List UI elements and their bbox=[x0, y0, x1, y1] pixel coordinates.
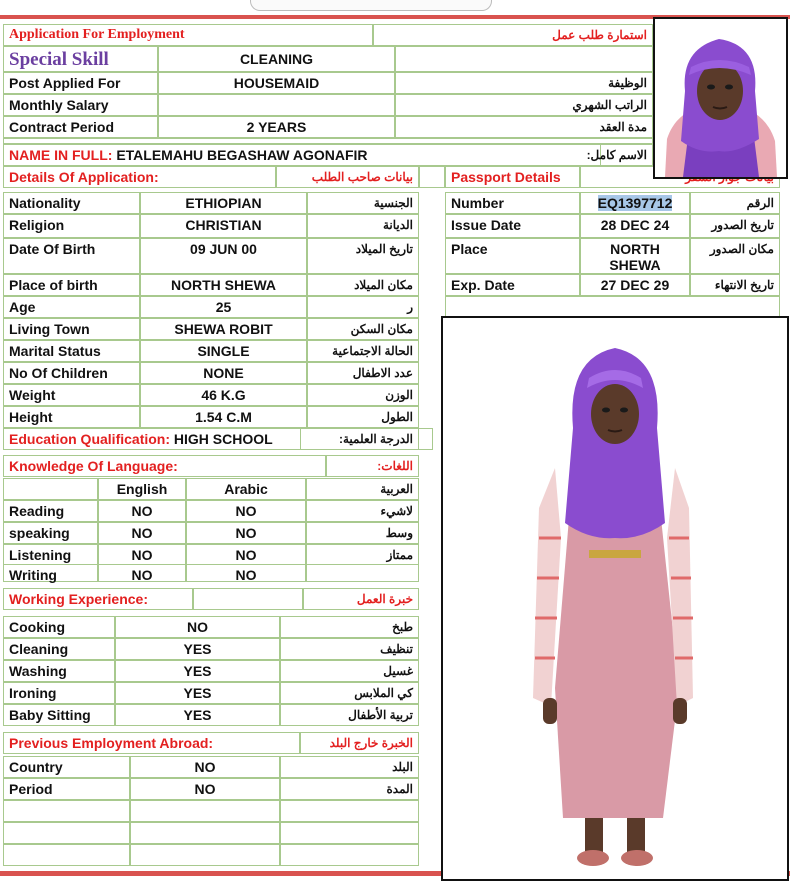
detail-label-ar: الطول bbox=[307, 406, 419, 428]
special-skill-label: Special Skill bbox=[3, 46, 158, 72]
detail-label: Place of birth bbox=[3, 274, 140, 296]
issue-place-line1: NORTH bbox=[610, 241, 660, 257]
experience-heading-gap bbox=[193, 588, 303, 610]
language-skill-ar: ممتاز bbox=[306, 544, 419, 566]
previous-label-ar: المدة bbox=[280, 778, 419, 800]
detail-value: NONE bbox=[140, 362, 307, 384]
previous-label: Country bbox=[3, 756, 130, 778]
language-skill-label: Writing bbox=[3, 564, 98, 582]
salary-ar: الراتب الشهري bbox=[395, 94, 653, 116]
issue-place-value bbox=[580, 238, 690, 274]
language-skill-label: speaking bbox=[3, 522, 98, 544]
language-col-english: English bbox=[98, 478, 186, 500]
experience-label-ar: كي الملابس bbox=[280, 682, 419, 704]
post-value: HOUSEMAID bbox=[158, 72, 395, 94]
full-body-illustration bbox=[443, 318, 787, 879]
full-name-label: NAME IN FULL: bbox=[9, 147, 113, 163]
experience-label: Ironing bbox=[3, 682, 115, 704]
language-english-level: NO bbox=[98, 500, 186, 522]
post-label: Post Applied For bbox=[3, 72, 158, 94]
language-col-ar: العربية bbox=[306, 478, 419, 500]
empty-row-1b bbox=[130, 800, 280, 822]
language-arabic-level: NO bbox=[186, 544, 306, 566]
language-heading: Knowledge Of Language: bbox=[3, 455, 326, 477]
language-arabic-level: NO bbox=[186, 564, 306, 582]
experience-heading: Working Experience: bbox=[3, 588, 193, 610]
detail-label: Nationality bbox=[3, 192, 140, 214]
issue-date-ar: تاريخ الصدور bbox=[690, 214, 780, 238]
contract-value: 2 YEARS bbox=[158, 116, 395, 138]
portrait-photo bbox=[653, 17, 788, 179]
experience-label: Cleaning bbox=[3, 638, 115, 660]
passport-number-label: Number bbox=[445, 192, 580, 214]
top-tab bbox=[250, 0, 492, 11]
language-skill-ar: لاشيء bbox=[306, 500, 419, 522]
language-english-level: NO bbox=[98, 544, 186, 566]
empty-row-2b bbox=[130, 822, 280, 844]
contract-label: Contract Period bbox=[3, 116, 158, 138]
previous-heading-ar: الخبرة خارج البلد bbox=[300, 732, 419, 754]
empty-row-1c bbox=[280, 800, 419, 822]
full-name-ar: الاسم كامل: bbox=[600, 144, 653, 166]
language-arabic-level: NO bbox=[186, 500, 306, 522]
detail-label: Marital Status bbox=[3, 340, 140, 362]
detail-label-ar: مكان السكن bbox=[307, 318, 419, 340]
empty-row-1a bbox=[3, 800, 130, 822]
language-english-level: NO bbox=[98, 522, 186, 544]
detail-value: ETHIOPIAN bbox=[140, 192, 307, 214]
post-ar: الوظيفة bbox=[395, 72, 653, 94]
experience-value: YES bbox=[115, 660, 280, 682]
full-body-photo bbox=[441, 316, 789, 881]
issue-place-ar: مكان الصدور bbox=[690, 238, 780, 274]
detail-label-ar: عدد الاطفال bbox=[307, 362, 419, 384]
previous-value: NO bbox=[130, 778, 280, 800]
education-label: Education Qualification: bbox=[9, 431, 171, 447]
empty-row-3b bbox=[130, 844, 280, 866]
issue-place-line2: SHEWA bbox=[609, 257, 661, 273]
detail-value: SHEWA ROBIT bbox=[140, 318, 307, 340]
detail-label: Date Of Birth bbox=[3, 238, 140, 274]
passport-number-ar: الرقم bbox=[690, 192, 780, 214]
detail-label-ar: الجنسية bbox=[307, 192, 419, 214]
language-skill-label: Reading bbox=[3, 500, 98, 522]
detail-label: Living Town bbox=[3, 318, 140, 340]
detail-label-ar: الديانة bbox=[307, 214, 419, 238]
issue-date-label: Issue Date bbox=[445, 214, 580, 238]
detail-label: Age bbox=[3, 296, 140, 318]
language-skill-ar bbox=[306, 564, 419, 582]
experience-label: Cooking bbox=[3, 616, 115, 638]
detail-label: Height bbox=[3, 406, 140, 428]
special-skill-value: CLEANING bbox=[158, 46, 395, 72]
detail-label: No Of Children bbox=[3, 362, 140, 384]
detail-value: SINGLE bbox=[140, 340, 307, 362]
exp-date-label: Exp. Date bbox=[445, 274, 580, 296]
empty-row-3c bbox=[280, 844, 419, 866]
detail-label-ar: مكان الميلاد bbox=[307, 274, 419, 296]
details-heading: Details Of Application: bbox=[3, 166, 276, 188]
empty-row-3a bbox=[3, 844, 130, 866]
experience-label-ar: طبخ bbox=[280, 616, 419, 638]
salary-label: Monthly Salary bbox=[3, 94, 158, 116]
detail-value: NORTH SHEWA bbox=[140, 274, 307, 296]
experience-value: YES bbox=[115, 638, 280, 660]
detail-value: CHRISTIAN bbox=[140, 214, 307, 238]
passport-number-value: EQ1397712 bbox=[597, 195, 673, 211]
salary-value bbox=[158, 94, 395, 116]
full-name-row bbox=[3, 144, 643, 166]
language-corner bbox=[3, 478, 98, 500]
previous-heading: Previous Employment Abroad: bbox=[3, 732, 300, 754]
heading-gap bbox=[419, 166, 445, 188]
detail-label-ar: ر bbox=[307, 296, 419, 318]
detail-value: 1.54 C.M bbox=[140, 406, 307, 428]
exp-date-ar: تاريخ الانتهاء bbox=[690, 274, 780, 296]
language-english-level: NO bbox=[98, 564, 186, 582]
education-ar: الدرجة العلمية: bbox=[300, 428, 419, 450]
form-title-en: Application For Employment bbox=[3, 24, 373, 46]
detail-value: 09 JUN 00 bbox=[140, 238, 307, 274]
experience-label-ar: تربية الأطفال bbox=[280, 704, 419, 726]
full-name-value: ETALEMAHU BEGASHAW AGONAFIR bbox=[116, 147, 368, 163]
language-heading-ar: اللغات: bbox=[326, 455, 419, 477]
detail-value: 25 bbox=[140, 296, 307, 318]
form-title-ar: استمارة طلب عمل bbox=[373, 24, 653, 46]
empty-row-2a bbox=[3, 822, 130, 844]
language-col-arabic: Arabic bbox=[186, 478, 306, 500]
experience-heading-ar: خبرة العمل bbox=[303, 588, 419, 610]
special-skill-ar-cell bbox=[395, 46, 653, 72]
details-heading-ar: بيانات صاحب الطلب bbox=[276, 166, 419, 188]
detail-label: Religion bbox=[3, 214, 140, 238]
portrait-illustration bbox=[655, 19, 786, 177]
detail-value: 46 K.G bbox=[140, 384, 307, 406]
issue-date-value: 28 DEC 24 bbox=[580, 214, 690, 238]
previous-value: NO bbox=[130, 756, 280, 778]
previous-label-ar: البلد bbox=[280, 756, 419, 778]
experience-value: YES bbox=[115, 682, 280, 704]
experience-label: Baby Sitting bbox=[3, 704, 115, 726]
language-skill-ar: وسط bbox=[306, 522, 419, 544]
experience-value: NO bbox=[115, 616, 280, 638]
education-value: HIGH SCHOOL bbox=[173, 431, 273, 447]
experience-label-ar: غسيل bbox=[280, 660, 419, 682]
passport-empty-row bbox=[445, 296, 780, 318]
experience-label-ar: تنظيف bbox=[280, 638, 419, 660]
passport-heading: Passport Details bbox=[445, 166, 580, 188]
contract-ar: مدة العقد bbox=[395, 116, 653, 138]
previous-label: Period bbox=[3, 778, 130, 800]
detail-label-ar: تاريخ الميلاد bbox=[307, 238, 419, 274]
experience-value: YES bbox=[115, 704, 280, 726]
detail-label-ar: الحالة الاجتماعية bbox=[307, 340, 419, 362]
language-arabic-level: NO bbox=[186, 522, 306, 544]
detail-label: Weight bbox=[3, 384, 140, 406]
passport-number-cell bbox=[580, 192, 690, 214]
empty-row-2c bbox=[280, 822, 419, 844]
issue-place-label: Place bbox=[445, 238, 580, 274]
exp-date-value: 27 DEC 29 bbox=[580, 274, 690, 296]
language-skill-label: Listening bbox=[3, 544, 98, 566]
experience-label: Washing bbox=[3, 660, 115, 682]
detail-label-ar: الوزن bbox=[307, 384, 419, 406]
